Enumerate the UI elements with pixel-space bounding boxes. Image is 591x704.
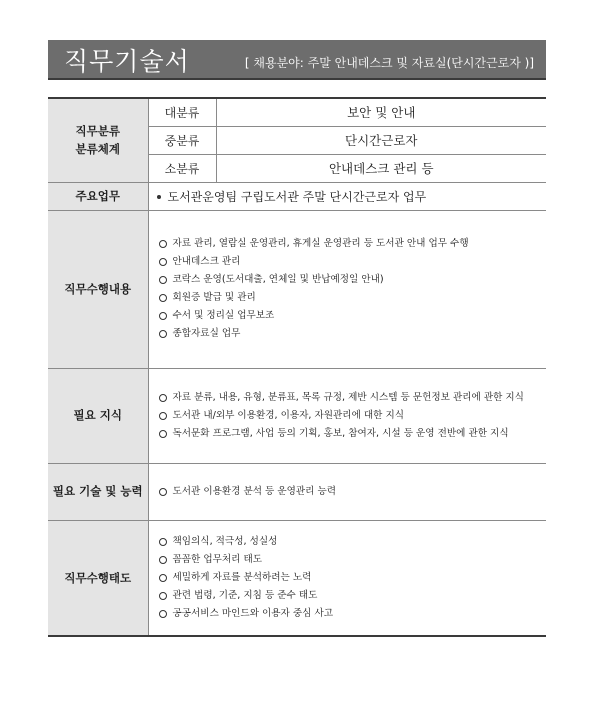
circle-bullet-icon xyxy=(159,556,167,564)
required-skills-label: 필요 기술 및 능력 xyxy=(48,463,148,520)
circle-bullet-icon xyxy=(159,258,167,266)
list-item: 자료 관리, 열람실 운영관리, 휴게실 운영관리 등 도서관 안내 업무 수행 xyxy=(159,235,547,253)
list-item: 공공서비스 마인드와 이용자 중심 사고 xyxy=(159,605,547,623)
required-knowledge-list xyxy=(148,368,546,463)
list-item: 도서관 이용환경 분석 등 운영관리 능력 xyxy=(159,483,547,501)
table-row xyxy=(48,520,546,636)
major-category-value: 보안 및 안내 xyxy=(216,98,546,126)
list-item: 꼼꼼한 업무처리 태도 xyxy=(159,551,547,569)
classification-label-line1: 직무분류 xyxy=(75,123,120,138)
recruitment-field: [ 채용분야: 주말 안내데스크 및 자료실(단시간근로자 )] xyxy=(244,56,534,70)
circle-bullet-icon xyxy=(159,312,167,320)
circle-bullet-icon xyxy=(159,240,167,248)
list-item: 독서문화 프로그램, 사업 등의 기획, 홍보, 참여자, 시설 등 운영 전반에 관한 지식 xyxy=(159,425,547,443)
circle-bullet-icon xyxy=(159,412,167,420)
list-item: 관련 법령, 기준, 지침 등 준수 태도 xyxy=(159,587,547,605)
list-item: 도서관 내/외부 이용환경, 이용자, 자원관리에 대한 지식 xyxy=(159,407,547,425)
circle-bullet-icon xyxy=(159,488,167,496)
circle-bullet-icon xyxy=(159,394,167,402)
list-item: 세밀하게 자료를 분석하려는 노력 xyxy=(159,569,547,587)
duty-performance-list xyxy=(148,210,546,368)
main-duty-value: 도서관운영팀 구립도서관 주말 단시간근로자 업무 xyxy=(167,189,427,204)
list-item: 회원증 발급 및 관리 xyxy=(159,289,547,307)
circle-bullet-icon xyxy=(159,574,167,582)
attitude-label: 직무수행태도 xyxy=(48,520,148,636)
circle-bullet-icon xyxy=(159,610,167,618)
required-skills-list xyxy=(148,463,546,520)
required-knowledge-label: 필요 지식 xyxy=(48,368,148,463)
attitude-list xyxy=(148,520,546,636)
table-row xyxy=(48,210,546,368)
document-title: 직무기술서 xyxy=(64,47,190,76)
list-item: 자료 분류, 내용, 유형, 분류표, 목록 규정, 제반 시스템 등 문헌정보 관리에 관한 지식 xyxy=(159,389,547,407)
circle-bullet-icon xyxy=(159,538,167,546)
main-duty-label: 주요업무 xyxy=(48,182,148,210)
classification-label-line2: 분류체계 xyxy=(75,142,120,157)
middle-category-label: 중분류 xyxy=(148,126,216,154)
job-description-table xyxy=(48,97,546,637)
table-row xyxy=(48,368,546,463)
minor-category-value: 안내데스크 관리 등 xyxy=(216,154,546,182)
duty-performance-label: 직무수행내용 xyxy=(48,210,148,368)
list-item: 종합자료실 업무 xyxy=(159,325,547,343)
main-duty-cell xyxy=(148,182,546,210)
circle-bullet-icon xyxy=(159,276,167,284)
major-category-label: 대분류 xyxy=(148,98,216,126)
title-bar xyxy=(48,40,546,80)
circle-bullet-icon xyxy=(159,592,167,600)
list-item: 안내데스크 관리 xyxy=(159,253,547,271)
list-item: 코락스 운영(도서대출, 연체일 및 반납예정일 안내) xyxy=(159,271,547,289)
circle-bullet-icon xyxy=(159,330,167,338)
middle-category-value: 단시간근로자 xyxy=(216,126,546,154)
list-item: 수서 및 정리실 업무보조 xyxy=(159,307,547,325)
table-row xyxy=(48,98,546,126)
table-row xyxy=(48,182,546,210)
minor-category-label: 소분류 xyxy=(148,154,216,182)
bullet-dot-icon xyxy=(157,195,161,199)
circle-bullet-icon xyxy=(159,430,167,438)
list-item: 책임의식, 적극성, 성실성 xyxy=(159,533,547,551)
table-row xyxy=(48,463,546,520)
circle-bullet-icon xyxy=(159,294,167,302)
classification-label xyxy=(48,98,148,182)
